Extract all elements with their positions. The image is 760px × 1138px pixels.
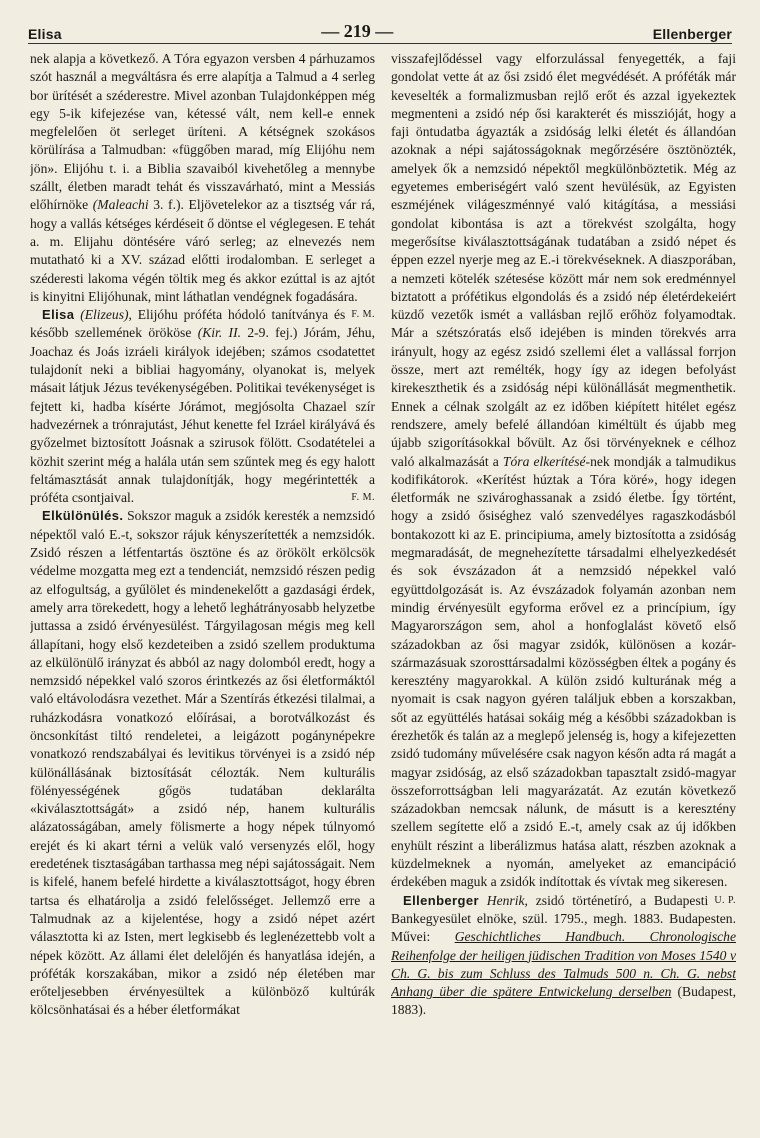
page-header: [28, 16, 732, 42]
author-signature: F. M.: [351, 309, 375, 321]
works-list: Geschichtliches Handbuch. Chronologische Reihenfolge der heiligen jüdischen Tradition von Moses 1540 v Ch. G. bis zum Schluss des Talmuds 500 n. Ch. G. nebst Anhang über die spätere Entwickelung derselben: [391, 929, 736, 1000]
text-columns: [30, 50, 736, 1124]
header-right-keyword: Ellenberger: [652, 26, 732, 42]
left-column: [30, 50, 375, 1124]
entry-continuation-serleg: nek alapja a következő. A Tóra egyazon versben 4 párhuzamos szót használ a megváltásra és erre alapítja a Talmud a 4 serleg bor ürítését a széderestre. Mivel azonban Tulajdonképpen még egy 5-ik kifejezése van, kétessé vált, nem kell-e ennek megfelelően öt serleget üríteni. A kétségnek szokásos körülírása a Talmudban: «függőben marad, míg Elijóhu nem jön». Elijóhu t. i. a Biblia szavaiból kivehetőleg a mennybe szállt, életben maradt tehát és visszavárható, mint a Messiás előhírnöke (Maleachi 3. f.). Eljövetelekor az a tisztség vár rá, hogy a vallás kétséges kérdéseit ő döntse el véglegesen. E tehát a. m. Elijahu döntésére váró serleg; az elnevezés nem mutatható ki a XV. század előtti irodalomban. E serleget a széderesti lakoma végén töltik meg és akkor ezúttal is az ajtót is kinyitni Elijóhunak, mint láthatlan vendégnek fogadására. F. M.: [30, 50, 375, 306]
header-rule: [28, 43, 732, 44]
entry-continuation-elkulonules: visszafejlődéssel vagy elforzulással fenyegették, a faji gondolat vette át az ősi zsidó élet megvédését. A próféták már keveselték a formalizmusban rejlő erőt és azzal igyekeztek megmenteni a zsidó nép ősi karakterét és misszióját, hogy a faji öntudatba ágyazták a zsidóság lelki életét és állandóan azoknak a népi sajátosságoknak megőrzésére ösztönözték, amelyek ők a nemzsidó népektől megkülönböztetik. Még az egyetemes emberiségért való szent hevülésük, az Egyisten eszméjének világeszménnyé való kitágítása, a messiási gondolat kibontása is azt a törekvést szolgálta, hogy megerősítse kiválasztottságának tudatában a zsidó népet és éppen ezzel nyerje meg az E.-i törekvéseknek. A diaszporában, a nemzeti kötelék szétesése között már nem sok eredménnyel biztatott a prófétikus elgondolás és a zsidó nép életérdekeiért küzdő vezetők ismét a vallásban rejlő erőhöz folyamodtak. Már a szétszóratás első idejében is minden törekvés arra irányult, hogy az egész zsidó szellemi élet a vallással forrjon össze, mert azt remélték, hogy így az idegen befolyást kirekeszthetik és a zsidóság népi különállását megmenthetik. Ennek a célnak szolgált az ez időben kiépített hitélet egész rendszere, amely befelé állandóan kiméltült és újabb meg újabb szigorításokkal bővült. Az ősi törvényeknek e célhoz való alkalmazását a Tóra elkerítésé-nek mondják a talmudikus kodifikátorok. «Kerítést húztak a Tóra köré», hogy idegen életformák ne szivároghassanak a zsidó életbe. Így történt, hogy a zsidó ősiséghez való szenvedélyes ragaszkodásból bontakozott ki az E. principiuma, amely biztosította a zsidóság megmaradását, de megnehezítette társadalmi elhelyezkedését és sok évszázadon át a nemzsidó népekkel való együttdolgozását is. Az évszázadok folyamán azonban nem mindig érvényesült egyforma erővel ez a princípium, így Magyarországon sem, ahol a honfoglalást követő első századokban az ősi magyar zsidók, különösen a kozár-származásuak szorosttársadalmi közösségben éltek a pogány és keresztény magyarokkal. A külön zsidó kulturának még a nyomait is csak nagyon gyéren találjuk ebben a korszakban, sőt az együttélés hatásai sokáig még a későbbi századokban is érezhetők és talán az a meglepő jelenség is, hogy a kifejezetten zsidó tudomány művelésére csak nagyon későn adta rá magát a magyar zsidóság, az első századokban tapasztalt zsidó-magyar összeforrottságban leli magyarázatát. Az ezután következő századokban nemcsak nálunk, de másutt is a keresztény szellem segítette elő a zsidó E.-t, amely csak az új időkben enyhült részint a liberálizmus hatása alatt, részben azoknak a küzdelmeknek a nyomán, amelyeket az emancipáció érdekében maguk a zsidók indítottak és vívtak meg sikeresen. U. P.: [391, 50, 736, 892]
entry-elisa: Elisa (Elizeus), Elijóhu próféta hódoló tanítványa és később szellemének örököse (Kir. II. 2-9. fej.) Jórám, Jéhu, Joachaz és Joás izráeli királyok idejében; számos csodatettet tulajdonít neki a bibliai hagyomány, olyanokat is, melyek másait látjuk Jézus tevékenységében. Politikai tevékenységet is fejtett ki, hadba kísérte Jórámot, megjósolta Chazael szír hadvezérnek a trónrajutást, Jéhut kenette fel Izráel királyává és győzelmet biztosított Joásnak a szirusok fölött. Csodatételei a közhit szerint még a halála után sem szűntek meg és egy halott feltámasztását annak tulajdonítják, hogy megérintették a próféta csontjaival. F. M.: [30, 306, 375, 507]
entry-ellenberger: Ellenberger Henrik, zsidó történetíró, a Budapesti Bankegyesület elnöke, szül. 1795., megh. 1883. Budapesten. Művei: Geschichtliches Handbuch. Chronologische Reihenfolge der heiligen jüdischen Tradition von Moses 1540 v Ch. G. bis zum Schluss des Talmuds 500 n. Ch. G. nebst Anhang über die spätere Entwickelung derselben (Budapest, 1883).: [391, 892, 736, 1018]
right-column: [391, 50, 736, 1124]
entry-headword: Elkülönülés.: [42, 508, 124, 524]
entry-headword: Elisa: [42, 307, 75, 323]
entry-elkulonules: Elkülönülés. Sokszor maguk a zsidók keresték a nemzsidó népektől való E.-t, sokszor rájuk kényszerítették a nemzsidók. Zsidó részen a létfentartás ösztöne és az örökölt erkölcsök védelme mozgatta meg ezt a tendenciát, nemzsidó részen pedig az elfogultság, a gyűlölet és mindenekelőtt a gazdasági érdek, amely arra törekedett, hogy a lehető leghátrányosabb helyzetbe juttassa a zsidó érvényesülést. Tárgyilagosan mégis meg kell állapítani, hogy első kezdeteiben a zsidó szellem produktuma az elkülönülő irányzat és abból az nagy dolomból eredt, hogy a nemzsidó népekkel való szoros érintkezés az ősi életformáktól való eltávolodásra vezethet. Már a Szentírás étkezési tilalmai, a ruházkodásra vonatkozó előírásai, a borotválkozást és öncsonkítást tiltó rendeletei, a leigázott pogánynépekre vonatkozó rendszabályai és levitikus törvényei is a zsidó nép különállásának biztosítását célozták. Nem kulturális fölényességének gőgös tudatában deklarálta «kiválasztottságát» a zsidó nép, hanem kulturális alázatosságában, amely fölismerte a hogy népek túlnyomó erejét és ki akart térni a velük való versenyzés elől, hogy eredetének tisztaságában tarthassa meg népi sajátosságait. Nem is kifelé, hanem befelé hirdette a kiválasztottságot, hogy ébren tartsa és elhatárolja a zsidó felelősséget. Jellemző erre a Talmudnak az a kijelentése, hogy a zsidó népet azért választotta ki az Isten, mert legkisebb és leglenézettebb volt a népek között. Az állami élet delelőjén és hanyatlása idején, a próféták korszakában, mikor a zsidó nép életében mar erőteljesebben érvényesültek a különböző kultúrák kölcsönhatásai és a héber életformákat: [30, 508, 375, 1018]
header-left-keyword: Elisa: [28, 26, 62, 42]
author-signature: F. M.: [351, 492, 375, 504]
author-signature: U. P.: [714, 894, 736, 906]
page-number: — 219 —: [321, 21, 394, 41]
entry-headword: Ellenberger: [403, 892, 479, 908]
